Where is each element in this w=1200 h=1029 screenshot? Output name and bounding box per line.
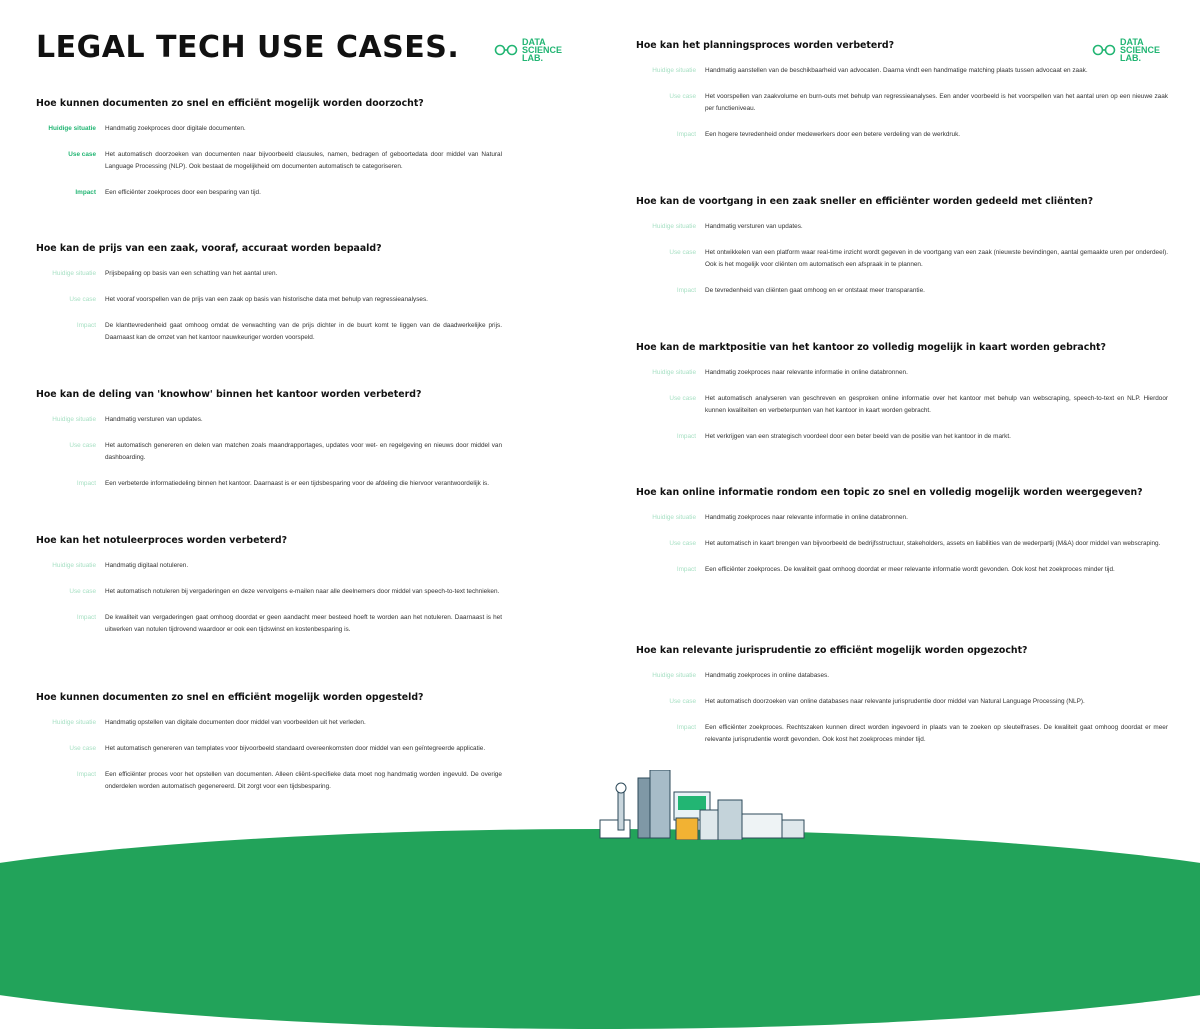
current-text: Handmatig opstellen van digitale documenten door middel van voorbeelden uit het verleden. — [105, 719, 366, 726]
page-title: LEGAL TECH USE CASES. — [36, 30, 460, 65]
section-question: Hoe kan de deling van 'knowhow' binnen het kantoor worden verbeterd? — [36, 389, 422, 400]
brand-line-2: SCIENCE — [1120, 45, 1161, 55]
current-text: Handmatig zoekproces door digitale documenten. — [105, 125, 246, 132]
label-usecase: Use case — [69, 296, 96, 303]
green-ground-decoration — [0, 829, 1200, 1029]
label-current: Huidige situatie — [52, 416, 96, 423]
label-usecase: Use case — [69, 745, 96, 752]
impact-text: Een efficiënter zoekproces door een besparing van tijd. — [105, 189, 261, 196]
impact-text: Een hogere tevredenheid onder medewerkers door een betere verdeling van de werkdruk. — [705, 131, 961, 138]
usecase-text: Het automatisch doorzoeken van online databases naar relevante jurisprudentie door middel van Natural Language Processing (NLP). — [705, 698, 1085, 705]
usecase-text: Het voorspellen van zaakvolume en burn-outs met behulp van regressieanalyses. Een ander voorbeeld is het voorspellen van het aantal uren op een nieuwe zaak per functieniveau. — [705, 93, 1168, 112]
brand-line-2: SCIENCE — [522, 45, 563, 55]
impact-text: Een efficiënter proces voor het opstellen van documenten. Alleen cliënt-specifieke data moet nog handmatig worden ingevuld. De overige onderdelen worden automatisch gegenereerd. Dit zorgt voor een tijdsbesparing. — [105, 771, 502, 790]
section-question: Hoe kan de marktpositie van het kantoor zo volledig mogelijk in kaart worden gebracht? — [636, 342, 1106, 353]
impact-text: De kwaliteit van vergaderingen gaat omhoog doordat er geen aandacht meer besteed hoeft te worden aan het notuleren. Daarnaast is het uitwerken van notulen tijdrovend waardoor er ook een tijdswinst en kostenbesparing is. — [105, 614, 502, 633]
label-impact: Impact — [75, 189, 96, 196]
label-usecase: Use case — [669, 540, 696, 547]
section-question: Hoe kan online informatie rondom een topic zo snel en volledig mogelijk worden weergegeven? — [636, 487, 1143, 498]
label-current: Huidige situatie — [652, 223, 696, 230]
city-skyline-illustration — [590, 770, 820, 840]
label-usecase: Use case — [669, 93, 696, 100]
usecase-text: Het automatisch analyseren van geschreven en gesproken online informatie over het kantoor met behulp van webscraping, speech-to-text en NLP. Hierdoor kunnen kwaliteiten en verbeterpunten van het kantoor in kaart worden gebracht. — [705, 395, 1168, 414]
label-impact: Impact — [676, 566, 696, 573]
use-case-section — [636, 487, 1168, 590]
brand-line-3: LAB. — [1120, 53, 1141, 63]
label-impact: Impact — [676, 433, 696, 440]
section-question: Hoe kan het planningsproces worden verbeterd? — [636, 40, 895, 51]
current-text: Handmatig zoekproces naar relevante informatie in online databronnen. — [705, 514, 908, 521]
label-usecase: Use case — [669, 395, 696, 402]
label-usecase: Use case — [69, 588, 96, 595]
use-case-section — [636, 342, 1168, 457]
brand-logo-left — [494, 38, 562, 62]
label-current: Huidige situatie — [48, 125, 96, 132]
label-current: Huidige situatie — [652, 67, 696, 74]
impact-text: Een efficiënter zoekproces. De kwaliteit gaat omhoog doordat er meer relevante informatie wordt gevonden. Ook kost het zoekproces minder tijd. — [705, 566, 1115, 573]
impact-text: Het verkrijgen van een strategisch voordeel door een beter beeld van de positie van het kantoor in de markt. — [705, 433, 1011, 440]
label-current: Huidige situatie — [52, 719, 96, 726]
use-case-section — [36, 98, 502, 213]
use-case-section — [636, 37, 1168, 155]
section-question: Hoe kunnen documenten zo snel en efficiënt mogelijk worden opgesteld? — [36, 692, 424, 703]
usecase-text: Het vooraf voorspellen van de prijs van een zaak op basis van historische data met behulp van regressieanalyses. — [105, 296, 428, 303]
section-question: Hoe kan relevante jurisprudentie zo efficiënt mogelijk worden opgezocht? — [636, 645, 1028, 656]
label-current: Huidige situatie — [52, 562, 96, 569]
brand-line-1: DATA — [1120, 37, 1144, 47]
usecase-text: Het automatisch genereren van templates voor bijvoorbeeld standaard overeenkomsten door middel van een geïntegreerde applicatie. — [105, 745, 486, 752]
label-impact: Impact — [676, 287, 696, 294]
usecase-text: Het automatisch genereren en delen van matchen zoals maandrapportages, updates voor wet- en regelgeving en nieuws door middel van dashboarding. — [105, 442, 502, 461]
glasses-icon — [494, 44, 518, 56]
current-text: Handmatig versturen van updates. — [705, 223, 803, 230]
usecase-text: Het automatisch in kaart brengen van bijvoorbeeld de bedrijfsstructuur, stakeholders, assets en liabilities van de wederpartij (M&A) door middel van webscraping. — [705, 540, 1161, 547]
label-current: Huidige situatie — [652, 369, 696, 376]
impact-text: De tevredenheid van cliënten gaat omhoog en er ontstaat meer transparantie. — [705, 287, 925, 294]
current-text: Handmatig aanstellen van de beschikbaarheid van advocaten. Daarna vindt een handmatige matching plaats tussen advocaat en zaak. — [705, 67, 1088, 74]
use-case-section — [636, 196, 1168, 311]
label-impact: Impact — [76, 614, 96, 621]
label-impact: Impact — [76, 480, 96, 487]
label-current: Huidige situatie — [52, 270, 96, 277]
brand-line-1: DATA — [522, 37, 546, 47]
section-question: Hoe kan het notuleerproces worden verbeterd? — [36, 535, 288, 546]
usecase-text: Het automatisch doorzoeken van documenten naar bijvoorbeeld clausules, namen, bedragen of geboortedata door middel van Natural Language Processing (NLP). Ook bestaat de mogelijkheid om documenten automatisch te categoriseren. — [105, 151, 502, 170]
label-impact: Impact — [676, 724, 696, 731]
use-case-section — [36, 535, 502, 650]
brand-line-3: LAB. — [522, 53, 543, 63]
label-impact: Impact — [76, 771, 96, 778]
use-case-section — [36, 389, 502, 504]
section-question: Hoe kan de voortgang in een zaak sneller en efficiënter worden gedeeld met cliënten? — [636, 196, 1094, 207]
current-text: Handmatig zoekproces naar relevante informatie in online databronnen. — [705, 369, 908, 376]
section-question: Hoe kunnen documenten zo snel en efficiënt mogelijk worden doorzocht? — [36, 98, 424, 109]
label-impact: Impact — [76, 322, 96, 329]
current-text: Prijsbepaling op basis van een schatting van het aantal uren. — [105, 270, 278, 277]
impact-text: Een verbeterde informatiedeling binnen het kantoor. Daarnaast is er een tijdsbesparing voor de afdeling die hiervoor verantwoordelijk is. — [105, 480, 490, 487]
use-case-section — [36, 243, 502, 358]
label-impact: Impact — [676, 131, 696, 138]
section-question: Hoe kan de prijs van een zaak, vooraf, accuraat worden bepaald? — [36, 243, 382, 254]
label-current: Huidige situatie — [652, 672, 696, 679]
current-text: Handmatig digitaal notuleren. — [105, 562, 189, 569]
impact-text: De klanttevredenheid gaat omhoog omdat de verwachting van de prijs dichter in de buurt komt te liggen van de daadwerkelijke prijs. Daarnaast kan de omzet van het kantoor nauwkeuriger worden voorspeld. — [105, 322, 502, 341]
label-usecase: Use case — [669, 249, 696, 256]
label-usecase: Use case — [69, 442, 96, 449]
impact-text: Een efficiënter zoekproces. Rechtszaken kunnen direct worden ingevoerd in plaats van te zoeken op sleutelfrases. De kwaliteit gaat omhoog doordat er meer relevante jurisprudentie wordt gevonden. Ook kost het zoekproces minder tijd. — [705, 724, 1168, 743]
current-text: Handmatig zoekproces in online databases. — [705, 672, 829, 679]
label-usecase: Use case — [68, 151, 96, 158]
label-current: Huidige situatie — [652, 514, 696, 521]
use-case-section — [36, 692, 502, 807]
use-case-section — [636, 645, 1168, 760]
current-text: Handmatig versturen van updates. — [105, 416, 203, 423]
usecase-text: Het automatisch notuleren bij vergaderingen en deze vervolgens e-mailen naar alle deelnemers door middel van speech-to-text technieken. — [105, 588, 500, 595]
usecase-text: Het ontwikkelen van een platform waar real-time inzicht wordt gegeven in de voortgang van een zaak (nieuwste bevindingen, aantal gemaakte uren per onderdeel). Ook is het mogelijk voor cliënten om automatisch een afspraak in te plannen. — [705, 249, 1168, 268]
label-usecase: Use case — [669, 698, 696, 705]
